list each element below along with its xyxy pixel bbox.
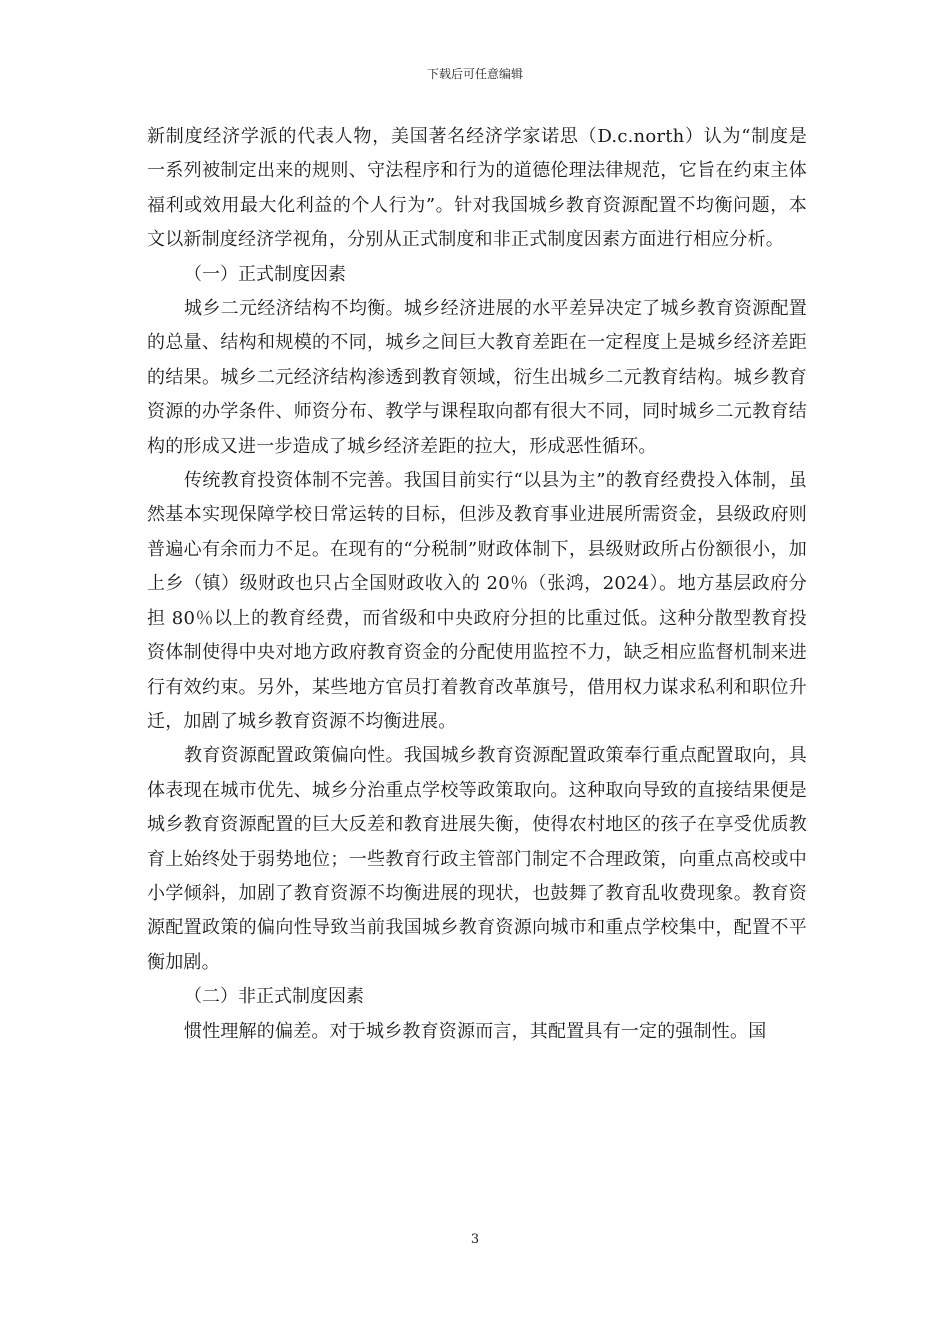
paragraph-intro: 新制度经济学派的代表人物，美国著名经济学家诺思（D.c.north）认为“制度是一系列被制定出来的规则、守法程序和行为的道德伦理法律规范，它旨在约束主体福利或效用最大化利益的个人行为”。针对我国城乡教育资源配置不均衡问题，本文以新制度经济学视角，分别从正式制度和非正式制度因素方面进行相应分析。 [147,126,807,251]
paragraph-investment-system: 传统教育投资体制不完善。我国目前实行“以县为主”的教育经费投入体制，虽然基本实现保障学校日常运转的目标，但涉及教育事业进展所需资金，县级政府则普遍心有余而力不足。在现有的“分税制”财政体制下，县级财政所占份额很小，加上乡（镇）级财政也只占全国财政收入的 20％（张鸿，2024）。地方基层政府分担 80％以上的教育经费，而省级和中央政府分担的比重过低。这种分散型教育投资体制使得中央对地方政府教育资金的分配使用监控不力，缺乏相应监督机制来进行有效约束。另外，某些地方官员打着教育改革旗号，借用权力谋求私利和职位升迁，加剧了城乡教育资源不均衡进展。 [147,470,807,732]
section-heading-formal: （一）正式制度因素 [184,263,346,285]
page-header: 下载后可任意编辑 [426,67,523,81]
paragraph-policy-bias: 教育资源配置政策偏向性。我国城乡教育资源配置政策奉行重点配置取向，具体表现在城市优先、城乡分治重点学校等政策取向。这种取向导致的直接结果便是城乡教育资源配置的巨大反差和教育进展失衡，使得农村地区的孩子在享受优质教育上始终处于弱势地位；一些教育行政主管部门制定不合理政策，向重点高校或中小学倾斜，加剧了教育资源不均衡进展的现状，也鼓舞了教育乱收费现象。教育资源配置政策的偏向性导致当前我国城乡教育资源向城市和重点学校集中，配置不平衡加剧。 [147,745,807,973]
page-number: 3 [470,1232,480,1247]
paragraph-dual-structure: 城乡二元经济结构不均衡。城乡经济进展的水平差异决定了城乡教育资源配置的总量、结构和规模的不同，城乡之间巨大教育差距在一定程度上是城乡经济差距的结果。城乡二元经济结构渗透到教育领域，衍生出城乡二元教育结构。城乡教育资源的办学条件、师资分布、教学与课程取向都有很大不同，同时城乡二元教育结构的形成又进一步造成了城乡经济差距的拉大，形成恶性循环。 [147,298,807,457]
document-body [147,120,807,1049]
section-heading-informal: （二）非正式制度因素 [184,986,364,1008]
paragraph-inertia: 惯性理解的偏差。对于城乡教育资源而言，其配置具有一定的强制性。国 [184,1020,767,1042]
